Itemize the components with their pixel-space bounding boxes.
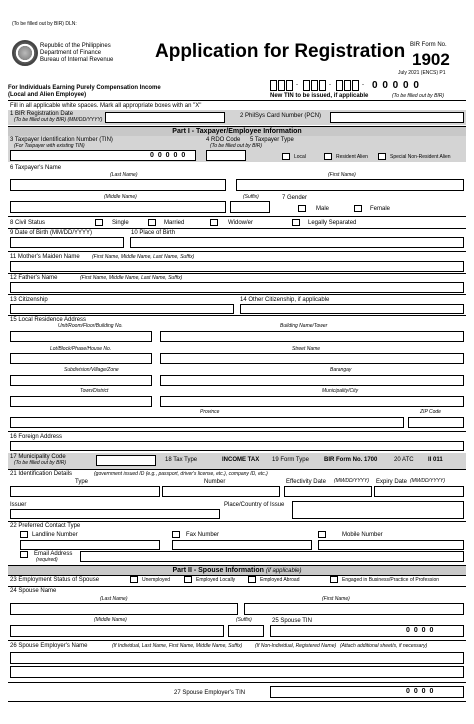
id-exp-format: (MM/DD/YYYY) bbox=[410, 478, 445, 484]
item26-note2: (If Non-Individual, Registered Name) bbox=[255, 643, 337, 649]
registration-date-field[interactable] bbox=[105, 112, 225, 123]
item16-label: 16 Foreign Address bbox=[10, 434, 63, 440]
spouse-business-checkbox[interactable] bbox=[330, 576, 338, 583]
id-exp-header: Expiry Date bbox=[376, 479, 408, 485]
part2-note: (if applicable) bbox=[265, 568, 302, 574]
taxpayer-type-special-checkbox[interactable] bbox=[378, 153, 386, 160]
item6-first-caption: (First Name) bbox=[328, 172, 356, 178]
form-title: Application for Registration bbox=[155, 41, 406, 62]
spouse-tin-branch-zeros: 0 0 0 0 bbox=[406, 627, 435, 634]
contact-email-required: (required) bbox=[36, 557, 58, 563]
spouse-middle-caption: (Middle Name) bbox=[94, 617, 127, 623]
spouse-business-label: Engaged in Business/Practice of Profession bbox=[342, 577, 439, 583]
id-number-input[interactable] bbox=[162, 486, 280, 497]
item23-label: 23 Employment Status of Spouse bbox=[10, 577, 100, 583]
taxpayer-type-local-checkbox[interactable] bbox=[282, 153, 290, 160]
civil-status-separated-label: Legally Separated bbox=[308, 220, 357, 226]
new-tin-digit[interactable] bbox=[319, 80, 326, 91]
date-of-birth-field[interactable] bbox=[10, 237, 124, 248]
foreign-address-input[interactable] bbox=[10, 441, 464, 451]
taxpayer-type-resident-alien-label: Resident Alien bbox=[336, 154, 368, 160]
item21-note: (government issued ID (e.g., passport, driver's license, etc.), company ID, etc.) bbox=[94, 471, 268, 477]
subtitle-line1: For Individuals Earning Purely Compensation Income bbox=[8, 85, 161, 91]
taxpayer-type-resident-alien-checkbox[interactable] bbox=[324, 153, 332, 160]
spouse-last-caption: (Last Name) bbox=[100, 596, 128, 602]
subtitle-line2: (Local and Alien Employee) bbox=[8, 92, 87, 98]
address-subd-caption: Subdivision/Village/Zone bbox=[64, 367, 119, 373]
item1-note: (To be filled out by BIR) (MM/DD/YYYY) bbox=[14, 117, 103, 123]
contact-fax-checkbox[interactable] bbox=[172, 531, 180, 538]
item6-last-caption: (Last Name) bbox=[110, 172, 138, 178]
part2-header bbox=[8, 565, 466, 576]
id-issuer-label: Issuer bbox=[10, 502, 27, 508]
id-issuer-input[interactable] bbox=[10, 509, 220, 519]
item9-label: 9 Date of Birth (MM/DD/YYYY) bbox=[10, 230, 93, 236]
item13-label: 13 Citizenship bbox=[10, 297, 48, 303]
new-tin-digit[interactable] bbox=[352, 80, 359, 91]
item17-note: (To be filled out by BIR) bbox=[14, 460, 67, 466]
civil-status-single-checkbox[interactable] bbox=[95, 219, 103, 226]
spouse-employed-locally-checkbox[interactable] bbox=[184, 576, 192, 583]
dln-note: (To be filled out by BIR) DLN: bbox=[12, 21, 77, 27]
gender-male-label: Male bbox=[316, 206, 330, 212]
item12-label: 12 Father's Name bbox=[10, 275, 58, 281]
dash: - bbox=[329, 82, 331, 88]
new-tin-digit[interactable] bbox=[336, 80, 343, 91]
atc-value: II 011 bbox=[428, 457, 443, 463]
item4-note: (To be filled out by BIR) bbox=[210, 143, 263, 149]
contact-mobile-checkbox[interactable] bbox=[318, 531, 326, 538]
spouse-employer-name-input[interactable] bbox=[10, 652, 464, 664]
id-expiry-date-field[interactable] bbox=[374, 486, 464, 497]
item3-label: 3 Taxpayer Identification Number (TIN) bbox=[10, 137, 113, 143]
address-street-caption: Street Name bbox=[292, 346, 321, 352]
tin-branch-zeros: 0 0 0 0 0 bbox=[150, 152, 187, 159]
contact-landline-checkbox[interactable] bbox=[20, 531, 28, 538]
address-unit-caption: Unit/Room/Floor/Building No. bbox=[58, 323, 123, 329]
taxpayer-type-local-label: Local bbox=[294, 154, 306, 160]
form-version: July 2021 (ENCS) P1 bbox=[398, 70, 446, 76]
id-effectivity-date-field[interactable] bbox=[284, 486, 372, 497]
form-number: 1902 bbox=[412, 50, 450, 69]
spouse-employer-tin-branch-zeros: 0 0 0 0 bbox=[406, 688, 435, 695]
id-place-label: Place/Country of Issue bbox=[224, 502, 285, 508]
contact-fax-label: Fax Number bbox=[186, 532, 220, 538]
address-lot-caption: Lot/Block/Phase/House No. bbox=[50, 346, 112, 352]
address-zip-caption: ZIP Code bbox=[420, 409, 441, 415]
pcn-field[interactable] bbox=[330, 112, 464, 123]
taxpayer-last-name-input[interactable] bbox=[10, 179, 226, 191]
item6-suffix-caption: (Suffix) bbox=[243, 194, 259, 200]
form-type-value: BIR Form No. 1700 bbox=[324, 457, 378, 463]
gender-female-checkbox[interactable] bbox=[354, 205, 362, 212]
bir-seal-logo bbox=[12, 40, 38, 66]
new-tin-label: New TIN to be issued, if applicable bbox=[270, 93, 369, 99]
spouse-employed-locally-label: Employed Locally bbox=[196, 577, 236, 583]
spouse-employed-abroad-label: Employed Abroad bbox=[260, 577, 300, 583]
item1-label: 1 BIR Registration Date bbox=[10, 111, 74, 117]
new-tin-branch-zeros: 0 0 0 0 0 bbox=[372, 80, 420, 91]
item19-label: 19 Form Type bbox=[272, 457, 309, 463]
item27-label: 27 Spouse Employer's TIN bbox=[174, 690, 246, 696]
fathers-name-input[interactable] bbox=[10, 282, 464, 293]
item21-label: 21 Identification Details bbox=[10, 471, 73, 477]
address-lot-input[interactable] bbox=[10, 353, 152, 364]
id-type-input[interactable] bbox=[10, 486, 160, 497]
new-tin-digit[interactable] bbox=[286, 80, 293, 91]
mothers-maiden-name-input[interactable] bbox=[10, 261, 464, 272]
new-tin-digit[interactable] bbox=[270, 80, 277, 91]
item5-label: 5 Taxpayer Type bbox=[250, 137, 294, 143]
address-town-caption: Town/District bbox=[80, 388, 109, 394]
address-street-input[interactable] bbox=[160, 353, 464, 364]
part2-title: Part II - Spouse Information bbox=[172, 567, 264, 574]
item8-label: 8 Civil Status bbox=[10, 220, 46, 226]
agency-line1: Republic of the Philippines bbox=[40, 43, 111, 49]
address-province-caption: Province bbox=[200, 409, 220, 415]
spouse-unemployed-label: Unemployed bbox=[142, 577, 171, 583]
item22-label: 22 Preferred Contact Type bbox=[10, 523, 81, 529]
civil-status-separated-checkbox[interactable] bbox=[292, 219, 300, 226]
part1-header: Part I - Taxpayer/Employee Information bbox=[8, 126, 466, 137]
address-town-input[interactable] bbox=[10, 396, 152, 407]
taxpayer-type-special-label: Special Non-Resident Alien bbox=[390, 154, 451, 160]
id-type-header: Type bbox=[75, 479, 89, 485]
dash: - bbox=[296, 82, 298, 88]
address-city-caption: Municipality/City bbox=[322, 388, 359, 394]
spouse-middle-name-input[interactable] bbox=[10, 625, 224, 637]
spouse-employed-abroad-checkbox[interactable] bbox=[248, 576, 256, 583]
spouse-tin-field[interactable] bbox=[270, 625, 464, 637]
spouse-employer-tin-field[interactable] bbox=[270, 686, 464, 698]
dash: - bbox=[362, 82, 364, 88]
item6-label: 6 Taxpayer's Name bbox=[10, 165, 62, 171]
new-tin-digit[interactable] bbox=[303, 80, 310, 91]
address-barangay-input[interactable] bbox=[160, 375, 464, 386]
gender-male-checkbox[interactable] bbox=[298, 205, 306, 212]
agency-line3: Bureau of Internal Revenue bbox=[40, 57, 114, 63]
address-zip-input[interactable] bbox=[408, 417, 464, 428]
address-unit-input[interactable] bbox=[10, 331, 152, 342]
item26-label: 26 Spouse Employer's Name bbox=[10, 643, 88, 649]
civil-status-married-label: Married bbox=[164, 220, 185, 226]
item14-label: 14 Other Citizenship, if applicable bbox=[240, 297, 330, 303]
new-tin-digit[interactable] bbox=[278, 80, 285, 91]
civil-status-widower-label: Widow/er bbox=[228, 220, 254, 226]
taxpayer-middle-name-input[interactable] bbox=[10, 201, 226, 213]
spouse-suffix-input[interactable] bbox=[228, 625, 264, 637]
taxpayer-suffix-input[interactable] bbox=[230, 201, 270, 213]
fill-instruction: Fill in all applicable white spaces. Mark all appropriate boxes with an "X" bbox=[10, 103, 202, 109]
id-eff-format: (MM/DD/YYYY) bbox=[334, 478, 369, 484]
spouse-suffix-caption: (Suffix) bbox=[236, 617, 252, 623]
spouse-first-name-input[interactable] bbox=[244, 603, 464, 615]
agency-line2: Department of Finance bbox=[40, 50, 102, 56]
citizenship-input[interactable] bbox=[10, 304, 234, 314]
item2-label: 2 PhilSys Card Number (PCN) bbox=[240, 113, 322, 119]
gender-female-label: Female bbox=[370, 206, 391, 212]
address-subdivision-input[interactable] bbox=[10, 375, 152, 386]
address-brgy-caption: Barangay bbox=[330, 367, 352, 373]
item26-note3: (Attach additional sheet/s, if necessary) bbox=[340, 643, 428, 649]
spouse-unemployed-checkbox[interactable] bbox=[130, 576, 138, 583]
spouse-last-name-input[interactable] bbox=[10, 603, 238, 615]
email-address-input[interactable] bbox=[80, 551, 464, 562]
contact-email-checkbox[interactable] bbox=[20, 551, 28, 558]
item24-label: 24 Spouse Name bbox=[10, 588, 57, 594]
taxpayer-first-name-input[interactable] bbox=[236, 179, 464, 191]
item26-note: (If Individual, Last Name, First Name, Middle Name, Suffix) bbox=[112, 643, 243, 649]
item17-label: 17 Municipality Code bbox=[10, 454, 66, 460]
spouse-first-caption: (First Name) bbox=[322, 596, 350, 602]
other-citizenship-input[interactable] bbox=[240, 304, 464, 314]
item4-label: 4 RDO Code bbox=[206, 137, 241, 143]
new-tin-digit[interactable] bbox=[311, 80, 318, 91]
item18-label: 18 Tax Type bbox=[165, 457, 198, 463]
new-tin-note: (To be filled out by BIR) bbox=[392, 93, 445, 99]
contact-email-label: Email Address bbox=[34, 551, 73, 557]
contact-mobile-label: Mobile Number bbox=[342, 532, 383, 538]
landline-number-input[interactable] bbox=[20, 540, 160, 550]
new-tin-digit[interactable] bbox=[344, 80, 351, 91]
spouse-employer-name-input-2[interactable] bbox=[10, 666, 464, 678]
item11-label: 11 Mother's Maiden Name bbox=[10, 254, 80, 260]
municipality-code-field[interactable] bbox=[96, 455, 156, 466]
item25-label: 25 Spouse TIN bbox=[272, 618, 312, 624]
item12-note: (First Name, Middle Name, Last Name, Suffix) bbox=[80, 275, 183, 281]
item20-label: 20 ATC bbox=[394, 457, 414, 463]
item15-label: 15 Local Residence Address bbox=[10, 317, 87, 323]
contact-landline-label: Landline Number bbox=[32, 532, 78, 538]
address-building-input[interactable] bbox=[160, 331, 464, 342]
id-eff-header: Effectivity Date bbox=[286, 479, 326, 485]
civil-status-married-checkbox[interactable] bbox=[148, 219, 156, 226]
item3-note: (For Taxpayer with existing TIN) bbox=[14, 143, 85, 149]
civil-status-widower-checkbox[interactable] bbox=[210, 219, 218, 226]
item11-note: (First Name, Middle Name, Last Name, Suffix) bbox=[92, 254, 195, 260]
place-of-birth-input[interactable] bbox=[130, 237, 464, 248]
id-number-header: Number bbox=[204, 479, 226, 485]
item7-label: 7 Gender bbox=[282, 195, 308, 201]
civil-status-single-label: Single bbox=[112, 220, 129, 226]
address-city-input[interactable] bbox=[160, 396, 464, 407]
address-province-input[interactable] bbox=[10, 417, 404, 428]
rdo-code-field[interactable] bbox=[206, 150, 246, 161]
form-number-label: BIR Form No. bbox=[410, 42, 447, 48]
mobile-number-input[interactable] bbox=[318, 540, 464, 550]
address-bldg-caption: Building Name/Tower bbox=[280, 323, 328, 329]
item6-middle-caption: (Middle Name) bbox=[104, 194, 137, 200]
fax-number-input[interactable] bbox=[172, 540, 312, 550]
item10-label: 10 Place of Birth bbox=[131, 230, 176, 236]
id-place-input[interactable] bbox=[292, 501, 464, 519]
tax-type-value: INCOME TAX bbox=[222, 457, 260, 463]
